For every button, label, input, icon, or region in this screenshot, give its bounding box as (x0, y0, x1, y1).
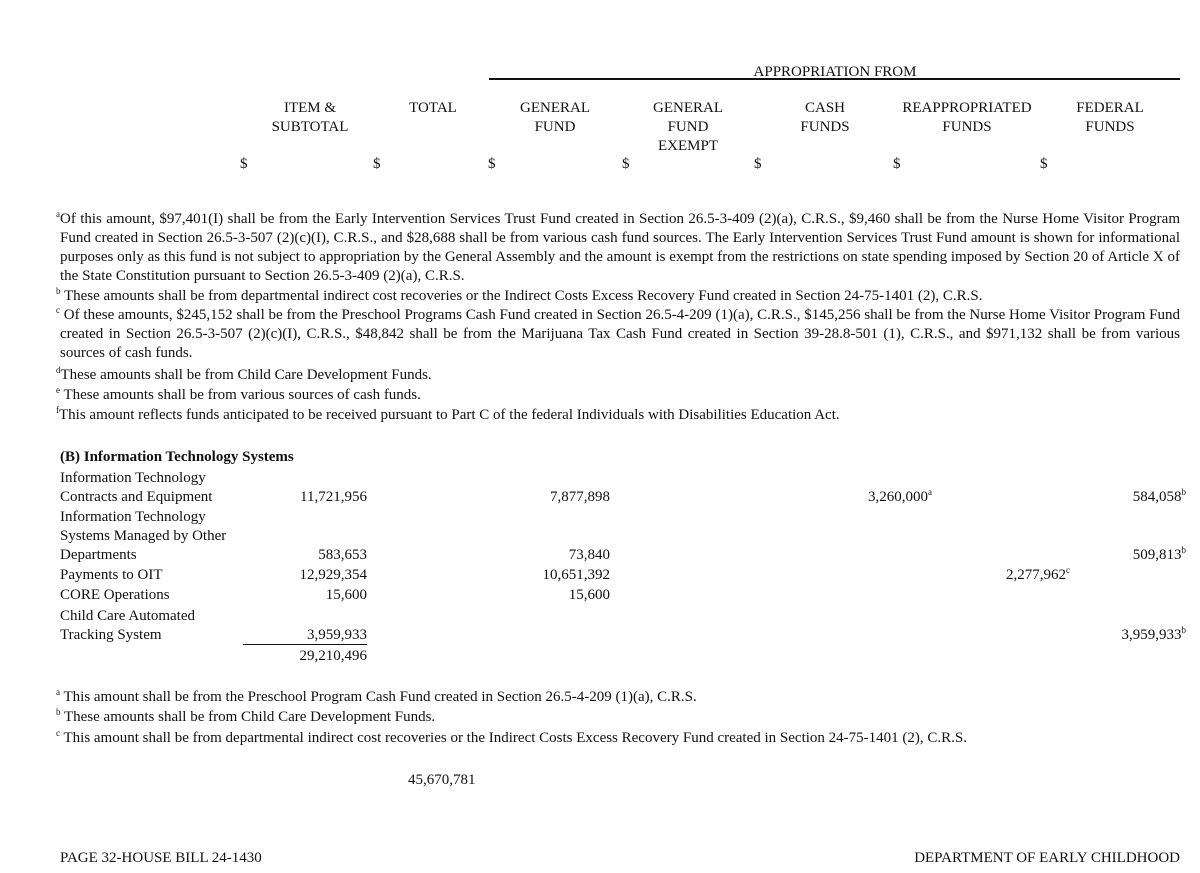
footnote-marker: b (56, 707, 61, 717)
footnote-text: These amounts shall be from Child Care Development Funds. (60, 367, 432, 383)
cell-total: 3,959,933 (307, 627, 367, 643)
col-header-line: GENERAL (653, 100, 723, 116)
cell-federal-funds: 3,959,933$^b$ (1121, 625, 1186, 643)
footnote-text: This amount shall be from departmental indirect cost recoveries or the Indirect Costs Excess Recovery Fund created in Section 24-75-1401 (2), C.R.S. (63, 730, 967, 746)
cell-marker: a (928, 487, 932, 497)
footnote-text: This amount reflects funds anticipated to be received pursuant to Part C of the federal Individuals with Disabilities Education Act. (59, 407, 840, 423)
footnote-e (56, 385, 1180, 405)
col-header-line: GENERAL (520, 100, 590, 116)
footnote-text: This amount shall be from the Preschool Program Cash Fund created in Section 26.5-4-209 (1)(a), C.R.S. (63, 689, 697, 705)
col-header-item-subtotal (240, 99, 380, 137)
cell-marker: b (1181, 487, 1186, 497)
dollar-sign: $ (488, 156, 496, 172)
footnote-b (56, 286, 1180, 306)
subtotal-rule (243, 644, 367, 645)
cell-total: 15,600 (325, 587, 367, 603)
col-header-line: FUND (534, 119, 576, 135)
col-header-line: TOTAL (409, 100, 457, 116)
footnote-c (56, 305, 1181, 363)
table-row (60, 586, 1200, 606)
footer-page-label: PAGE 32-HOUSE BILL 24-1430 (60, 850, 262, 866)
footnote-marker: a (56, 687, 60, 697)
row-label: Information Technology Contracts and Equipment (60, 470, 213, 505)
col-header-line: FUND (667, 119, 709, 135)
cell-general-fund: 7,877,898 (550, 489, 610, 505)
footnote-f (56, 405, 1180, 425)
row-label: Information Technology Systems Managed by Other Departments (60, 509, 227, 563)
row-label: Child Care Automated Tracking System (60, 608, 195, 643)
cell-reappropriated-funds: 2,277,962$^c$ (1006, 565, 1070, 583)
cell-cash-funds: 3,260,000$^a$ (868, 487, 932, 505)
cell-general-fund: 73,840 (568, 547, 610, 563)
dollar-sign: $ (1040, 156, 1048, 172)
cell-general-fund: 10,651,392 (542, 567, 610, 583)
appropriation-from-label: APPROPRIATION FROM (753, 64, 917, 80)
footnote-text: Of these amounts, $245,152 shall be from the Preschool Programs Cash Fund created in Section 26.5-4-209 (1)(a), C.R.S., $145,256 shall be from the Nurse Home Visitor Program Fund created in Section 26.5-3-507 (2)(c)(I), C.R.S., $48,842 shall be from the Marijuana Tax Cash Fund created in Section 39-28.8-501 (1), C.R.S., and $971,132 shall be from various sources of cash funds. (60, 307, 1181, 361)
footnote-text: Of this amount, $97,401(I) shall be from the Early Intervention Services Trust Fund created in Section 26.5-3-409 (2)(a), C.R.S., $9,460 shall be from the Nurse Home Visitor Program Fund created in Section 26.5-3-507 (2)(c)(I), C.R.S., and $28,688 shall be from various cash fund sources. The Early Intervention Services Trust Fund amount is shown for informational purposes only as this fund is not subject to appropriation by the General Assembly and the amount is exempt from the restrictions on state spending imposed by Section 20 of Article X of the State Constitution pursuant to Section 26.5-3-409 (2)(a), C.R.S. (60, 211, 1180, 284)
table-row (60, 469, 1200, 509)
row-label: Payments to OIT (60, 567, 163, 583)
col-header-line: EXEMPT (658, 138, 718, 154)
col-header-line: CASH (804, 100, 845, 116)
footer-department-label: DEPARTMENT OF EARLY CHILDHOOD (914, 850, 1180, 866)
col-header-total (383, 99, 483, 118)
footnote-bottom-c (56, 728, 1180, 748)
dollar-sign: $ (893, 156, 901, 172)
dollar-sign: $ (240, 156, 248, 172)
footnote-marker: a (56, 209, 60, 219)
footnote-marker: d (56, 365, 61, 375)
col-header-line: REAPPROPRIATED (902, 100, 1032, 116)
col-header-line: FUNDS (942, 119, 992, 135)
footnote-text: These amounts shall be from Child Care Development Funds. (63, 709, 436, 725)
col-header-federal-funds (1060, 99, 1160, 137)
footnote-marker: c (56, 728, 60, 738)
col-header-line: FUNDS (1085, 119, 1135, 135)
footnote-bottom-a (56, 687, 1180, 707)
dollar-sign: $ (622, 156, 630, 172)
footnote-marker: e (56, 385, 60, 395)
footnote-marker: c (56, 305, 60, 315)
footnote-marker: b (56, 286, 61, 296)
cell-marker: b (1181, 545, 1186, 555)
footnote-d (56, 365, 1180, 385)
section-subtotal: 29,210,496 (299, 648, 367, 664)
col-header-general-fund (505, 99, 605, 137)
footnote-text: These amounts shall be from various sources of cash funds. (63, 387, 421, 403)
col-header-reappropriated-funds (887, 99, 1047, 137)
section-heading: (B) Information Technology Systems (60, 449, 294, 465)
table-row (60, 508, 1200, 568)
col-header-cash-funds (775, 99, 875, 137)
cell-general-fund: 15,600 (568, 587, 610, 603)
dollar-sign: $ (754, 156, 762, 172)
col-header-line: SUBTOTAL (271, 119, 349, 135)
cell-total: 11,721,956 (300, 489, 367, 505)
row-label: CORE Operations (60, 587, 170, 603)
col-header-line: FEDERAL (1076, 100, 1144, 116)
cell-marker: b (1181, 625, 1186, 635)
cell-federal-funds: 509,813$^b$ (1132, 545, 1186, 563)
col-header-general-fund-exempt (638, 99, 738, 156)
footnote-bottom-b (56, 707, 1180, 727)
table-row (60, 607, 1200, 647)
footnote-a (56, 209, 1180, 286)
dollar-sign: $ (373, 156, 381, 172)
col-header-line: ITEM & (283, 100, 337, 116)
table-row (60, 566, 1200, 586)
footnote-text: These amounts shall be from departmental indirect cost recoveries or the Indirect Costs Excess Recovery Fund created in Section 24-75-1401 (2), C.R.S. (63, 288, 983, 304)
cell-federal-funds: 584,058$^b$ (1132, 487, 1186, 505)
cell-total: 12,929,354 (299, 567, 367, 583)
col-header-line: FUNDS (800, 119, 850, 135)
grand-total: 45,670,781 (408, 772, 476, 788)
cell-total: 583,653 (318, 547, 367, 563)
cell-marker: c (1066, 565, 1070, 575)
footnote-marker: f (56, 405, 59, 415)
